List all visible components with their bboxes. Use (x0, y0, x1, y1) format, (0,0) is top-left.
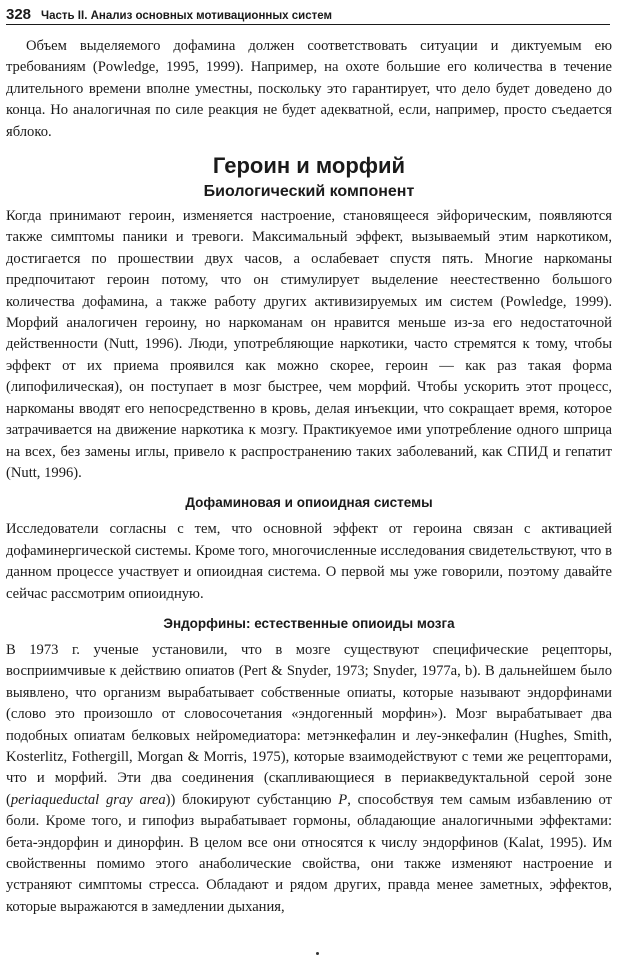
page-number: 328 (6, 6, 32, 23)
dopamine-opioid-paragraph: Исследователи согласны с тем, что основной эффект от героина связан с активацией дофаминергической системы. Кроме того, многочисленные исследования свидетельствуют, что в данном процессе участвует и опиоидная система. О первой мы уже говорили, поэтому давайте сейчас рассмотрим опиоидную. (6, 521, 612, 602)
endorphins-heading: Эндорфины: естественные опиоиды мозга (163, 615, 455, 631)
endorphins-text-1: В 1973 г. ученые установили, что в мозге существуют специфические рецепторы, восприимчивые к действию опиатов (Pert & Snyder, 1973; Snyder, 1977a, b). В дальнейшем было выявлено, что организм вырабатывает собственные опиаты, которые называют эндорфинами (слово это произошло от словосочетания «эндогенный морфин»). Мозг вырабатывает два подобных опиатам белковых нейромедиатора: метэнкефалин и леу-энкефалин (Hughes, Smith, Kosterlitz, Fothergill, Morgan & Morris, 1975), которые взаимодействуют с теми же рецепторами, что и морфий. Эти два соединения (скапливающиеся в периакведуктальной серой зоне ( (6, 641, 612, 808)
running-head-title: Часть II. Анализ основных мотивационных систем (41, 10, 333, 22)
dopamine-opioid-heading: Дофаминовая и опиоидная системы (185, 495, 433, 511)
endorphins-text-2: )) блокируют субстанцию (165, 791, 339, 808)
periaqueductal-term: periaqueductal gray area (10, 791, 166, 808)
page-content (6, 36, 612, 918)
intro-paragraph: Объем выделяемого дофамина должен соответствовать ситуации и диктуемым ею требованиям (Powledge, 1995, 1999). Например, на охоте большие его количества в течение длительного времени вполне уместны, поскольку это гарантирует, что дело будет доведено до конца. Но аналогичная по силе реакция не будет адекватной, если, например, просто съедается яблоко. (6, 38, 612, 140)
substance-p: P (338, 791, 348, 808)
section-subtitle: Биологический компонент (203, 183, 415, 201)
endorphins-text-3: , способствуя тем самым избавлению от боли. Кроме того, и гипофиз вырабатывает гормоны, обладающие аналогичными эффектами: бета-эндорфин и динорфин. В целом все они относятся к числу эндорфинов (Kalat, 1995). Им свойственны помимо этого анаболические свойства, они также изменяют настроение и устраняют симптомы стресса. Обладают и рядом других, правда менее заметных, эффектов, которые выражаются в замедлении дыхания, (6, 791, 612, 915)
heroin-paragraph: Когда принимают героин, изменяется настроение, становящееся эйфорическим, появляются также симптомы паники и тревоги. Максимальный эффект, вызываемый этим наркотиком, достигается по прошествии двух часов, а ослабевает спустя пять. Многие наркоманы предпочитают героин потому, что он стимулирует выделение неестественно большого количества дофамина, а также работу других активизируемых им систем (Powledge, 1999). Морфий аналогичен героину, но наркоманам он нравится меньше из-за его недостаточной действенности (Nutt, 1996). Люди, употребляющие наркотики, часто стремятся к тому, чтобы эффект от их приема проявился как можно скорее, героин — как раз такая форма (липофилическая), он поступает в мозг быстрее, чем морфий. Чтобы ускорить этот процесс, наркоманы вводят его непосредственно в кровь, делая инъекции, что сокращает время, которое затрачивается на движение наркотика к мозгу. Практикуемое ими употребление одного шприца на всех, без замены иглы, привело к распространению таких заболеваний, как СПИД и гепатит (Nutt, 1996). (6, 208, 612, 481)
section-title: Героин и морфий (212, 153, 406, 179)
endorphins-paragraph (6, 640, 612, 918)
running-header (6, 2, 610, 25)
footer-mark (316, 952, 319, 955)
